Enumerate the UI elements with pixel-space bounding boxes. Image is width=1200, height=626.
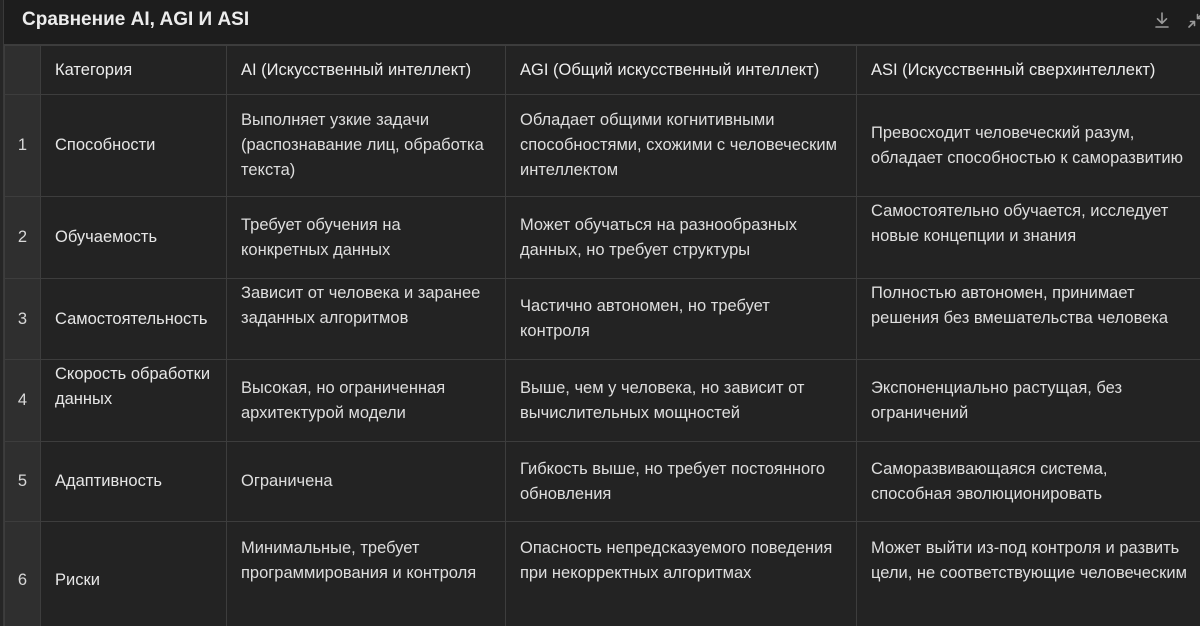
panel-title: Сравнение AI, AGI И ASI — [22, 9, 250, 30]
category-cell: Скорость обработки данных — [41, 360, 227, 442]
table-header-row — [5, 46, 1200, 95]
ai-cell: Выполняет узкие задачи (распознавание лиц, обработка текста) — [227, 95, 506, 197]
column-header-agi[interactable]: AGI (Общий искусственный интеллект) — [506, 46, 857, 95]
asi-cell: Может выйти из-под контроля и развить цели, не соответствующие человеческим — [857, 522, 1200, 626]
ai-cell: Ограничена — [227, 442, 506, 522]
agi-cell: Выше, чем у человека, но зависит от вычислительных мощностей — [506, 360, 857, 442]
ai-cell: Минимальные, требует программирования и контроля — [227, 522, 506, 626]
asi-cell: Саморазвивающаяся система, способная эволюционировать — [857, 442, 1200, 522]
shrink-icon[interactable] — [1186, 10, 1200, 30]
column-header-asi[interactable]: ASI (Искусственный сверхинтеллект) — [857, 46, 1200, 95]
download-icon[interactable] — [1152, 10, 1172, 30]
table-row — [5, 522, 1200, 626]
table-row — [5, 279, 1200, 360]
table-row — [5, 95, 1200, 197]
column-header-ai[interactable]: AI (Искусственный интеллект) — [227, 46, 506, 95]
category-cell: Самостоятельность — [41, 279, 227, 360]
index-column-header — [5, 46, 41, 95]
row-index: 2 — [5, 197, 41, 279]
row-index: 3 — [5, 279, 41, 360]
ai-cell: Зависит от человека и заранее заданных алгоритмов — [227, 279, 506, 360]
table-row — [5, 442, 1200, 522]
asi-cell: Самостоятельно обучается, исследует новые концепции и знания — [857, 197, 1200, 279]
ai-cell: Высокая, но ограниченная архитектурой модели — [227, 360, 506, 442]
column-header-category[interactable]: Категория — [41, 46, 227, 95]
row-index: 1 — [5, 95, 41, 197]
agi-cell: Обладает общими когнитивными способностями, схожими с человеческим интеллектом — [506, 95, 857, 197]
category-cell: Способности — [41, 95, 227, 197]
asi-cell: Превосходит человеческий разум, обладает способностью к саморазвитию — [857, 95, 1200, 197]
category-cell: Обучаемость — [41, 197, 227, 279]
table-row — [5, 360, 1200, 442]
comparison-table — [4, 45, 1200, 626]
row-index: 6 — [5, 522, 41, 626]
category-cell: Риски — [41, 522, 227, 626]
agi-cell: Опасность непредсказуемого поведения при некорректных алгоритмах — [506, 522, 857, 626]
panel-header — [4, 0, 1200, 45]
table-row — [5, 197, 1200, 279]
row-index: 5 — [5, 442, 41, 522]
row-index: 4 — [5, 360, 41, 442]
asi-cell: Экспоненциально растущая, без ограничений — [857, 360, 1200, 442]
category-cell: Адаптивность — [41, 442, 227, 522]
ai-cell: Требует обучения на конкретных данных — [227, 197, 506, 279]
agi-cell: Частично автономен, но требует контроля — [506, 279, 857, 360]
table-panel — [3, 0, 1200, 626]
agi-cell: Может обучаться на разнообразных данных, но требует структуры — [506, 197, 857, 279]
asi-cell: Полностью автономен, принимает решения без вмешательства человека — [857, 279, 1200, 360]
agi-cell: Гибкость выше, но требует постоянного обновления — [506, 442, 857, 522]
